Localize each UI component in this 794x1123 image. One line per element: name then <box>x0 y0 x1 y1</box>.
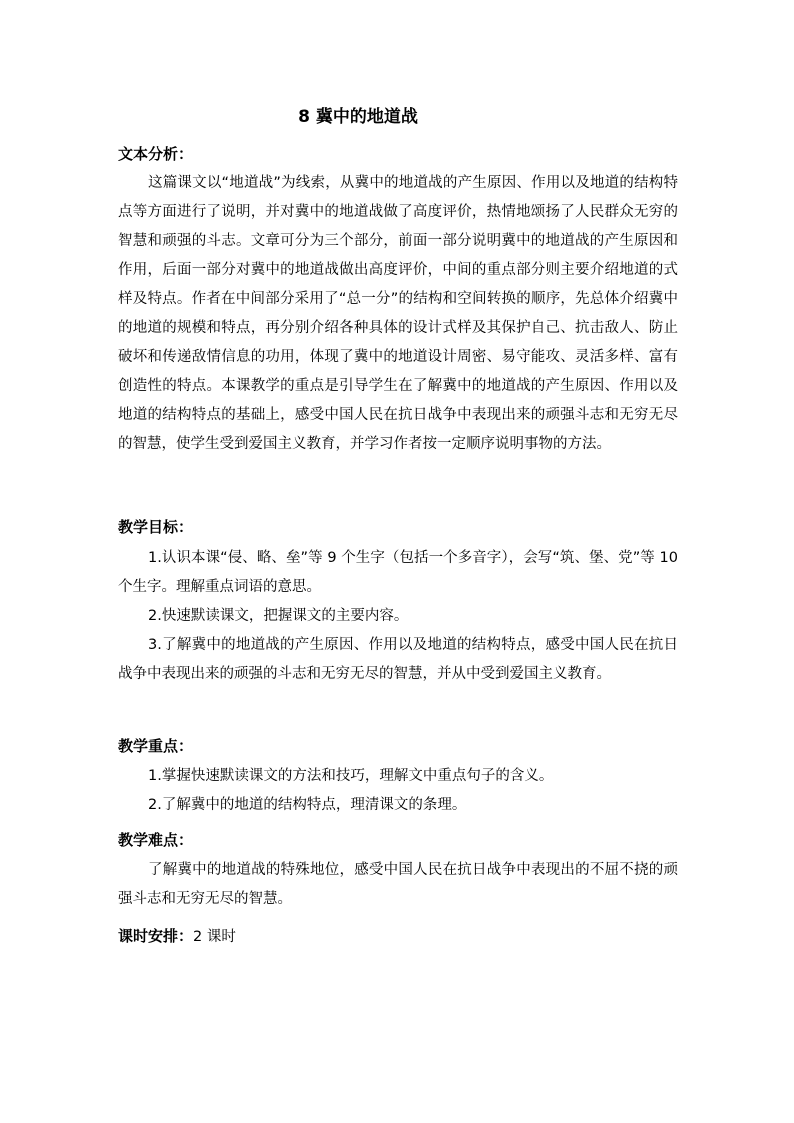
key-points-heading: 教学重点： <box>118 737 194 755</box>
objective-item: 2.快速默读课文，把握课文的主要内容。 <box>148 608 409 624</box>
schedule-section <box>118 923 678 952</box>
key-point-item: 1.掌握快速默读课文的方法和技巧，理解文中重点句子的含义。 <box>148 768 554 784</box>
difficulties-section <box>118 830 678 850</box>
key-points-body <box>118 762 678 820</box>
schedule-label: 课时安排： <box>118 927 194 945</box>
objectives-heading: 教学目标： <box>118 518 194 536</box>
difficulties-paragraph: 了解冀中的地道战的特殊地位，感受中国人民在抗日战争中表现出的不屈不挠的顽强斗志和无穷无尽的智慧。 <box>118 862 678 907</box>
document-title: 8 冀中的地道战 <box>298 107 418 127</box>
analysis-section <box>118 144 678 164</box>
schedule-row <box>118 923 678 952</box>
analysis-paragraph: 这篇课文以“地道战”为线索，从冀中的地道战的产生原因、作用以及地道的结构特点等方面进行了说明，并对冀中的地道战做了高度评价，热情地颂扬了人民群众无穷的智慧和顽强的斗志。文章可分为三个部分，前面一部分说明冀中的地道战的产生原因和作用，后面一部分对冀中的地道战做出高度评价，中间的重点部分则主要介绍地道的式样及特点。作者在中间部分采用了“总一分”的结构和空间转换的顺序，先总体介绍冀中的地道的规模和特点，再分别介绍各种具体的设计式样及其保护自己、抗击敌人、防止破坏和传递敌情信息的功用，体现了冀中的地道设计周密、易守能攻、灵活多样、富有创造性的特点。本课教学的重点是引导学生在了解冀中的地道战的产生原因、作用以及地道的结构特点的基础上，感受中国人民在抗日战争中表现出来的顽强斗志和无穷无尽的智慧，使学生受到爱国主义教育，并学习作者按一定顺序说明事物的方法。 <box>118 175 678 452</box>
analysis-body <box>118 169 678 459</box>
difficulties-body <box>118 856 678 914</box>
objective-item: 1.认识本课“侵、略、垒”等 9 个生字（包括一个多音字），会写“筑、堡、党”等 10 个生字。理解重点词语的意思。 <box>118 550 678 595</box>
objective-item: 3.了解冀中的地道战的产生原因、作用以及地道的结构特点，感受中国人民在抗日战争中表现出来的顽强的斗志和无穷无尽的智慧，并从中受到爱国主义教育。 <box>118 637 678 682</box>
key-points-section <box>118 736 678 756</box>
key-point-item: 2.了解冀中的地道的结构特点，理清课文的条理。 <box>148 797 467 813</box>
difficulties-heading: 教学难点： <box>118 831 194 849</box>
objectives-body <box>118 544 678 689</box>
schedule-value: 2 课时 <box>193 929 236 945</box>
objectives-section <box>118 517 678 537</box>
analysis-heading: 文本分析： <box>118 145 194 163</box>
